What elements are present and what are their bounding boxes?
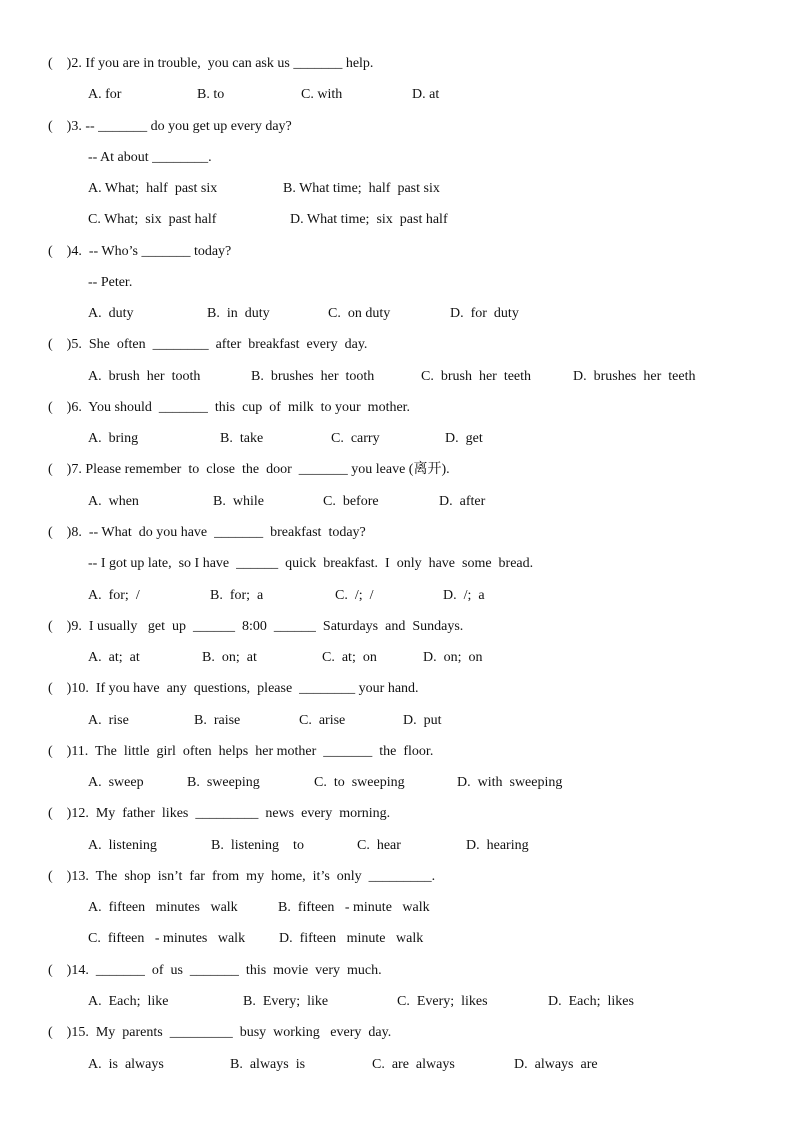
- option-b: B. sweeping: [187, 775, 260, 791]
- option-a: A. for; /: [88, 587, 140, 603]
- options-row: [0, 422, 794, 453]
- option-b: B. always is: [230, 1056, 306, 1072]
- option-a: A. fifteen minutes walk: [88, 900, 238, 916]
- options-row: [0, 829, 794, 860]
- question-stem: [0, 328, 794, 359]
- question-stem: [0, 391, 794, 422]
- options-row: [0, 891, 794, 922]
- option-b: B. for; a: [210, 587, 264, 603]
- option-c: C. before: [323, 493, 379, 509]
- dialogue-text: -- I got up late, so I have ______ quick breakfast. I only have some bread.: [88, 556, 534, 572]
- option-b: B. in duty: [207, 306, 270, 322]
- option-a: A. for: [88, 87, 122, 103]
- question-text: ( )9. I usually get up ______ 8:00 ______ Saturdays and Sundays.: [48, 618, 464, 634]
- dialogue-line: [0, 266, 794, 297]
- option-a: C. What; six past half: [88, 212, 217, 228]
- option-d: D. hearing: [466, 837, 529, 853]
- option-d: D. put: [403, 712, 442, 728]
- options-row: [0, 360, 794, 391]
- option-a: A. Each; like: [88, 993, 169, 1009]
- option-c: C. brush her teeth: [421, 368, 532, 384]
- options-row: [0, 579, 794, 610]
- option-d: D. Each; likes: [548, 993, 634, 1009]
- question-stem: [0, 797, 794, 828]
- option-c: C. hear: [357, 837, 401, 853]
- option-c: C. carry: [331, 431, 380, 447]
- options-row: [0, 985, 794, 1016]
- option-d: D. on; on: [423, 650, 483, 666]
- option-a: A. brush her tooth: [88, 368, 201, 384]
- question-text: ( )3. -- _______ do you get up every day?: [48, 118, 292, 134]
- options-row: [0, 766, 794, 797]
- question-stem: [0, 516, 794, 547]
- option-b: D. What time; six past half: [290, 212, 448, 228]
- question-text: ( )15. My parents _________ busy working every day.: [48, 1025, 392, 1041]
- option-d: D. brushes her teeth: [573, 368, 696, 384]
- options-row: [0, 1048, 794, 1079]
- options-row: [0, 641, 794, 672]
- option-a: A. rise: [88, 712, 129, 728]
- option-a: A. duty: [88, 306, 134, 322]
- option-d: D. at: [412, 87, 440, 103]
- option-a: A. is always: [88, 1056, 164, 1072]
- option-c: C. /; /: [335, 587, 374, 603]
- question-stem: [0, 47, 794, 78]
- option-a: A. bring: [88, 431, 139, 447]
- option-b: B. Every; like: [243, 993, 329, 1009]
- option-d: D. after: [439, 493, 486, 509]
- option-d: D. get: [445, 431, 483, 447]
- question-text: ( )8. -- What do you have _______ breakfast today?: [48, 524, 366, 540]
- options-row: [0, 485, 794, 516]
- option-a: C. fifteen - minutes walk: [88, 931, 246, 947]
- question-text: ( )10. If you have any questions, please ________ your hand.: [48, 681, 419, 697]
- question-text: ( )4. -- Who’s _______ today?: [48, 243, 232, 259]
- question-stem: [0, 610, 794, 641]
- option-c: C. arise: [299, 712, 346, 728]
- options-row: [0, 78, 794, 109]
- question-stem: [0, 1016, 794, 1047]
- options-row: [0, 704, 794, 735]
- dialogue-line: [0, 547, 794, 578]
- option-a: A. What; half past six: [88, 181, 218, 197]
- option-b: B. on; at: [202, 650, 257, 666]
- question-stem: [0, 672, 794, 703]
- question-text: ( )14. _______ of us _______ this movie very much.: [48, 962, 382, 978]
- option-a: A. sweep: [88, 775, 144, 791]
- question-stem: [0, 860, 794, 891]
- question-stem: [0, 110, 794, 141]
- question-stem: [0, 735, 794, 766]
- option-d: D. with sweeping: [457, 775, 563, 791]
- option-b: B. take: [220, 431, 264, 447]
- option-b: B. brushes her tooth: [251, 368, 375, 384]
- option-b: D. fifteen minute walk: [279, 931, 424, 947]
- option-b: B. What time; half past six: [283, 181, 440, 197]
- option-c: C. are always: [372, 1056, 455, 1072]
- option-b: B. fifteen - minute walk: [278, 900, 430, 916]
- option-c: C. with: [301, 87, 343, 103]
- question-text: ( )5. She often ________ after breakfast every day.: [48, 337, 368, 353]
- option-d: D. always are: [514, 1056, 598, 1072]
- option-b: B. raise: [194, 712, 241, 728]
- question-stem: [0, 954, 794, 985]
- dialogue-text: -- At about ________.: [88, 149, 212, 165]
- option-b: B. while: [213, 493, 264, 509]
- question-text: ( )11. The little girl often helps her mother _______ the floor.: [48, 743, 434, 759]
- options-row: [0, 922, 794, 953]
- question-stem: [0, 453, 794, 484]
- question-sheet: [0, 47, 794, 1079]
- options-row: [0, 203, 794, 234]
- option-b: B. to: [197, 87, 225, 103]
- option-a: A. when: [88, 493, 139, 509]
- option-c: C. to sweeping: [314, 775, 405, 791]
- question-text: ( )12. My father likes _________ news every morning.: [48, 806, 391, 822]
- question-text: ( )7. Please remember to close the door _______ you leave (离开).: [48, 462, 450, 478]
- option-a: A. listening: [88, 837, 157, 853]
- option-c: C. Every; likes: [397, 993, 488, 1009]
- question-stem: [0, 235, 794, 266]
- option-d: D. for duty: [450, 306, 519, 322]
- dialogue-text: -- Peter.: [88, 274, 133, 290]
- dialogue-line: [0, 141, 794, 172]
- option-b: B. listening to: [211, 837, 304, 853]
- question-text: ( )2. If you are in trouble, you can ask us _______ help.: [48, 56, 374, 71]
- option-c: C. on duty: [328, 306, 391, 322]
- option-c: C. at; on: [322, 650, 377, 666]
- options-row: [0, 172, 794, 203]
- option-a: A. at; at: [88, 650, 140, 666]
- question-text: ( )13. The shop isn’t far from my home, it’s only _________.: [48, 868, 436, 884]
- option-d: D. /; a: [443, 587, 485, 603]
- question-text: ( )6. You should _______ this cup of milk to your mother.: [48, 399, 411, 415]
- options-row: [0, 297, 794, 328]
